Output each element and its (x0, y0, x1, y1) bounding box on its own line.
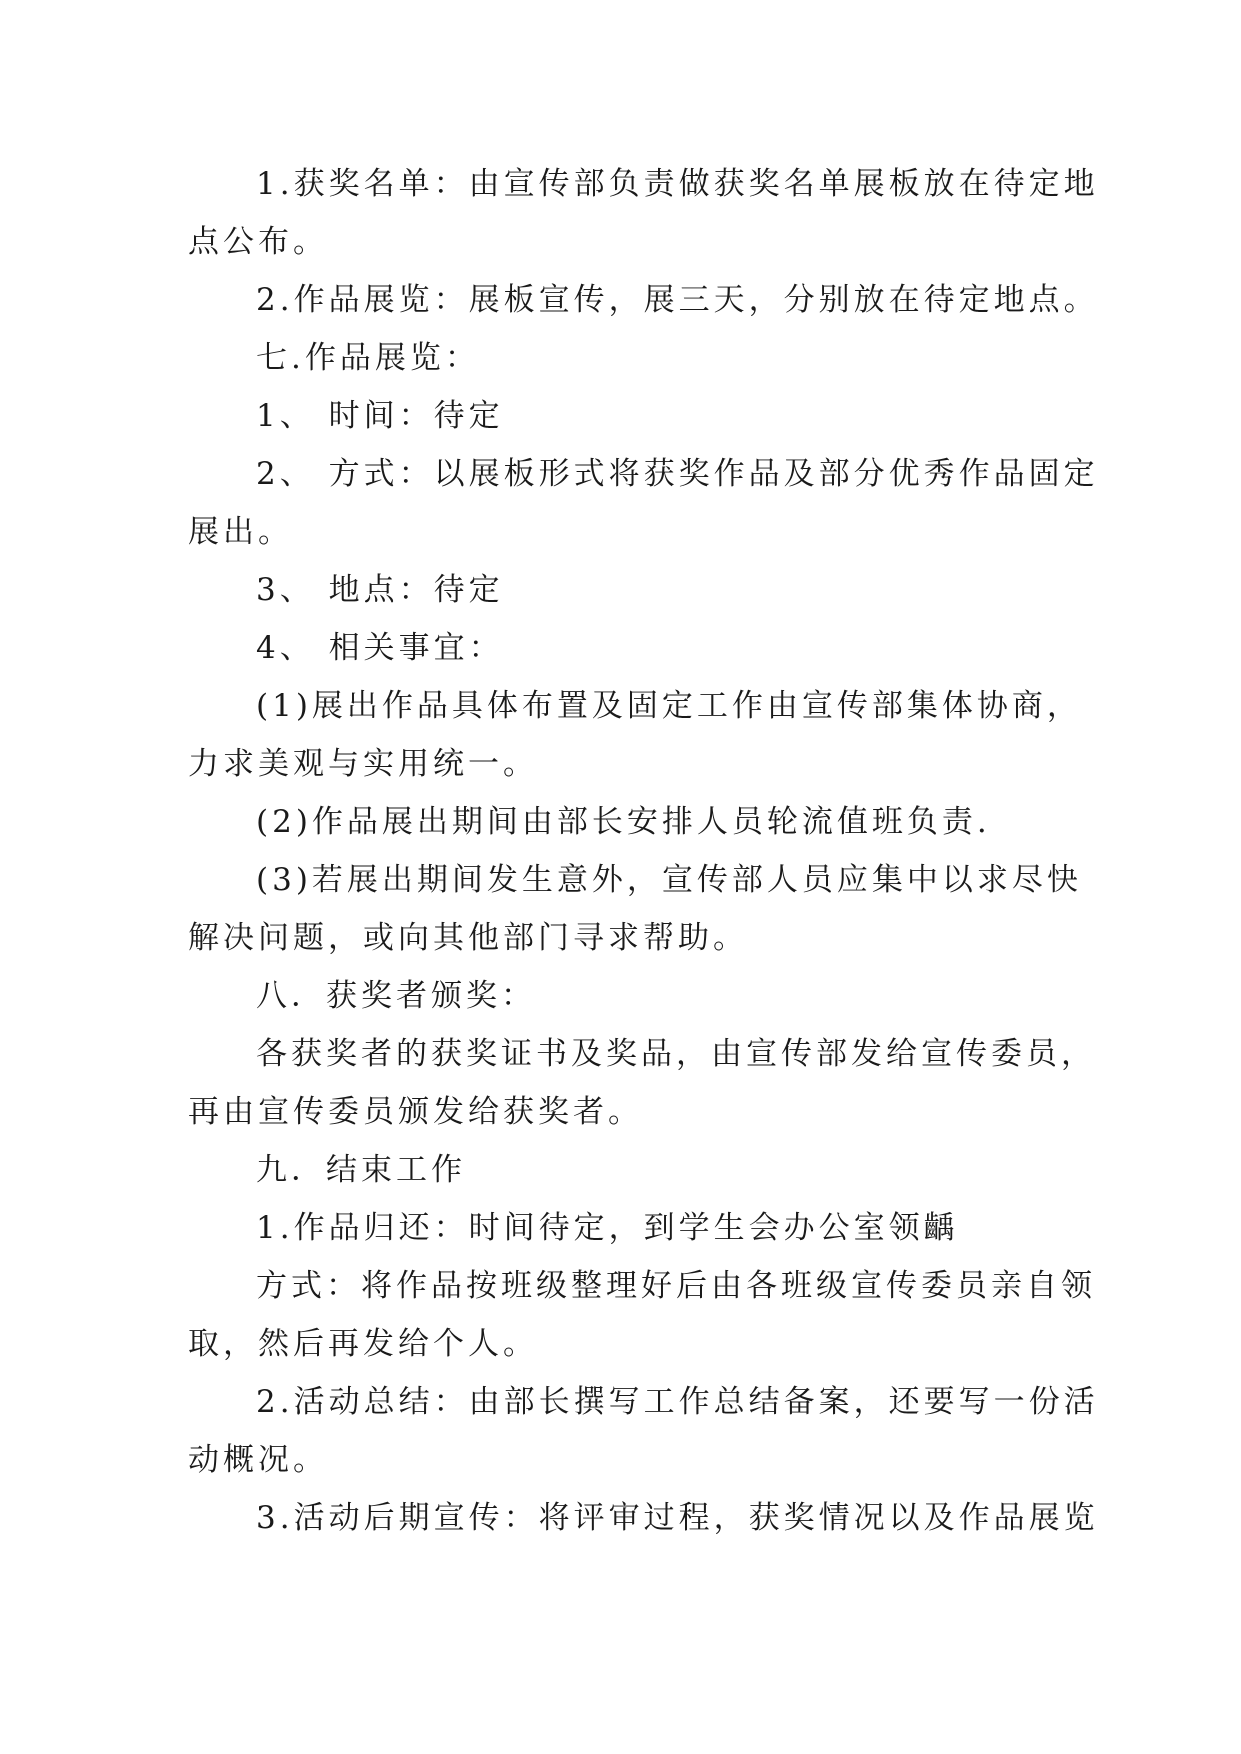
paragraph-line: 1、 时间：待定 (256, 398, 504, 434)
paragraph-line: 动概况。 (188, 1442, 328, 1478)
section-heading: 九．结束工作 (256, 1152, 466, 1188)
paragraph-line: 2.作品展览：展板宣传，展三天，分别放在待定地点。 (256, 282, 1099, 318)
paragraph-line: 4、 相关事宜： (256, 630, 504, 666)
paragraph-line: 点公布。 (188, 224, 328, 260)
paragraph-line: (2)作品展出期间由部长安排人员轮流值班负责. (256, 804, 991, 840)
paragraph-line: 再由宣传委员颁发给获奖者。 (188, 1094, 643, 1130)
paragraph-line: 3.活动后期宣传：将评审过程，获奖情况以及作品展览 (256, 1500, 1099, 1536)
paragraph-line: 力求美观与实用统一。 (188, 746, 538, 782)
paragraph-line: 2、 方式：以展板形式将获奖作品及部分优秀作品固定 (256, 456, 1099, 492)
paragraph-line: 2.活动总结：由部长撰写工作总结备案，还要写一份活 (256, 1384, 1099, 1420)
paragraph-line: (3)若展出期间发生意外，宣传部人员应集中以求尽快 (256, 862, 1082, 898)
paragraph-line: 解决问题，或向其他部门寻求帮助。 (188, 920, 748, 956)
paragraph-line: 取，然后再发给个人。 (188, 1326, 538, 1362)
paragraph-line: 展出。 (188, 514, 293, 550)
paragraph-line: 方式：将作品按班级整理好后由各班级宣传委员亲自领 (256, 1268, 1096, 1304)
section-heading: 七.作品展览： (256, 340, 480, 376)
paragraph-line: 1.获奖名单：由宣传部负责做获奖名单展板放在待定地 (256, 166, 1099, 202)
paragraph-line: (1)展出作品具体布置及固定工作由宣传部集体协商， (256, 688, 1082, 724)
paragraph-line: 各获奖者的获奖证书及奖品，由宣传部发给宣传委员， (256, 1036, 1096, 1072)
section-heading: 八．获奖者颁奖： (256, 978, 536, 1014)
paragraph-line: 1.作品归还：时间待定，到学生会办公室领齲 (256, 1210, 959, 1246)
paragraph-line: 3、 地点：待定 (256, 572, 504, 608)
